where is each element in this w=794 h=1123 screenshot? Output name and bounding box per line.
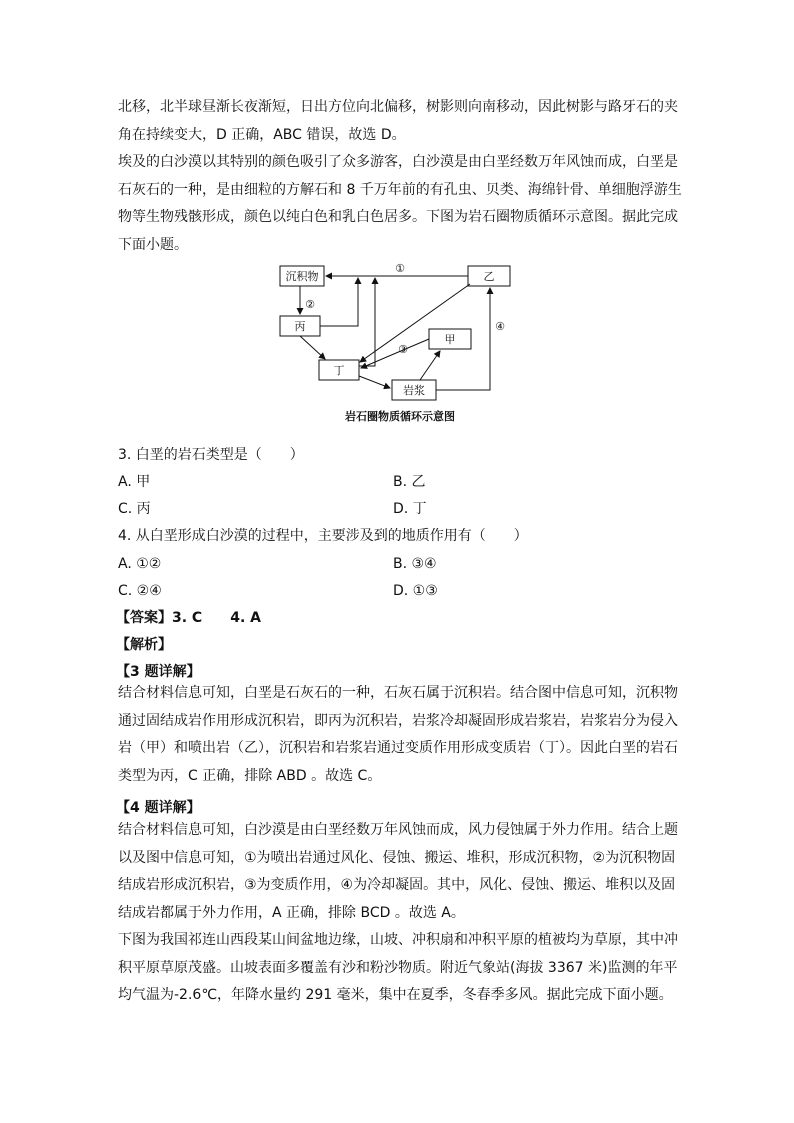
q4-stem: 4. 从白垩形成白沙漠的过程中，主要涉及到的地质作用有（ ） [118, 528, 528, 544]
q4-detail-line: 结成岩形成沉积岩，③为变质作用，④为冷却凝固。其中，风化、侵蚀、搬运、堆积以及固 [118, 877, 676, 893]
q3-option-b: B. 乙 [393, 474, 426, 490]
answer-line: 【答案】3. C 4. A [116, 610, 261, 626]
bing-label: 丙 [294, 320, 306, 333]
arrow-bing-sediment [320, 278, 358, 326]
jia-label: 甲 [444, 333, 456, 346]
q3-detail-paragraph [118, 680, 678, 790]
q4-detail-line: 结成岩都属于外力作用，A 正确，排除 BCD 。故选 A。 [118, 904, 465, 921]
intro-line: 埃及的白沙漠以其特别的颜色吸引了众多游客，白沙漠是由白垩经数万年风蚀而成，白垩是 [118, 154, 678, 170]
rock-cycle-figure [270, 258, 530, 403]
q4-option-d: D. ①③ [393, 583, 438, 599]
final-line: 均气温为-2.6℃，年降水量约 291 毫米，集中在夏季，冬春季多风。据此完成下面小题。 [118, 987, 673, 1003]
final-line: 积平原草原茂盛。山坡表面多覆盖有沙和粉沙物质。附近气象站(海拔 3367 米)监测的年平 [118, 959, 678, 976]
diagram-caption: 岩石圈物质循环示意图 [345, 410, 455, 423]
yi-label: 乙 [483, 270, 495, 283]
intro-line: 石灰石的一种，是由细粒的方解石和 8 千万年前的有孔虫、贝类、海绵针骨、单细胞浮游生 [118, 181, 682, 198]
arrow-four-label: ④ [495, 320, 505, 333]
q3-detail-line: 岩（甲）和喷出岩（乙），沉积岩和岩浆岩通过变质作用形成变质岩（丁）。因此白垩的岩石 [118, 740, 678, 756]
q4-option-a: A. ①② [118, 556, 162, 572]
arrow-bing-ding [300, 336, 325, 359]
intro-paragraph [118, 94, 682, 259]
q3-stem: 3. 白垩的岩石类型是（ ） [118, 447, 304, 463]
q3-detail-line: 结合材料信息可知，白垩是石灰石的一种，石灰石属于沉积岩。结合图中信息可知，沉积物 [118, 685, 678, 701]
q4-option-c: C. ②④ [118, 583, 162, 599]
q3-option-d: D. 丁 [393, 501, 427, 517]
analysis-heading: 【解析】 [116, 637, 172, 653]
intro-line: 角在持续变大，D 正确，ABC 错误，故选 D。 [118, 126, 406, 143]
arrow-three-label: ③ [398, 343, 408, 356]
q4-option-b: B. ③④ [393, 556, 437, 572]
arrow-two-label: ② [305, 298, 315, 311]
intro-line: 北移，北半球昼渐长夜渐短，日出方位向北偏移，树影则向南移动，因此树影与路牙石的夹 [118, 99, 678, 115]
arrow-ding-magma [359, 376, 390, 388]
q3-detail-line: 类型为丙，C 正确，排除 ABD 。故选 C。 [118, 767, 382, 784]
q3-detail-heading: 【3 题详解】 [116, 664, 201, 680]
q4-detail-line: 结合材料信息可知，白沙漠是由白垩经数万年风蚀而成，风力侵蚀属于外力作用。结合上题 [118, 822, 678, 838]
intro-line: 下面小题。 [118, 236, 188, 253]
sediment-label: 沉积物 [285, 270, 319, 283]
arrow-yi-ding [360, 284, 470, 362]
final-line: 下图为我国祁连山西段某山间盆地边缘，山坡、冲积扇和冲积平原的植被均为草原，其中冲 [118, 932, 678, 948]
intro-line: 物等生物残骸形成，颜色以纯白色和乳白色居多。下图为岩石圈物质循环示意图。据此完成 [118, 209, 678, 225]
magma-label: 岩浆 [403, 384, 425, 397]
ding-label: 丁 [333, 364, 345, 377]
q4-detail-line: 以及图中信息可知，①为喷出岩通过风化、侵蚀、搬运、堆积，形成沉积物，②为沉积物固 [118, 849, 676, 866]
q3-option-c: C. 丙 [118, 501, 151, 517]
rock-cycle-diagram [270, 258, 530, 438]
q3-detail-line: 通过固结成岩作用形成沉积岩，即丙为沉积岩，岩浆冷却凝固形成岩浆岩，岩浆岩分为侵入 [118, 712, 678, 729]
q4-detail-paragraph [118, 817, 678, 927]
final-paragraph [118, 927, 678, 1010]
q4-detail-heading: 【4 题详解】 [116, 800, 201, 816]
arrow-magma-jia [420, 351, 440, 380]
q3-option-a: A. 甲 [118, 474, 151, 490]
arrow-one-label: ① [395, 262, 405, 275]
